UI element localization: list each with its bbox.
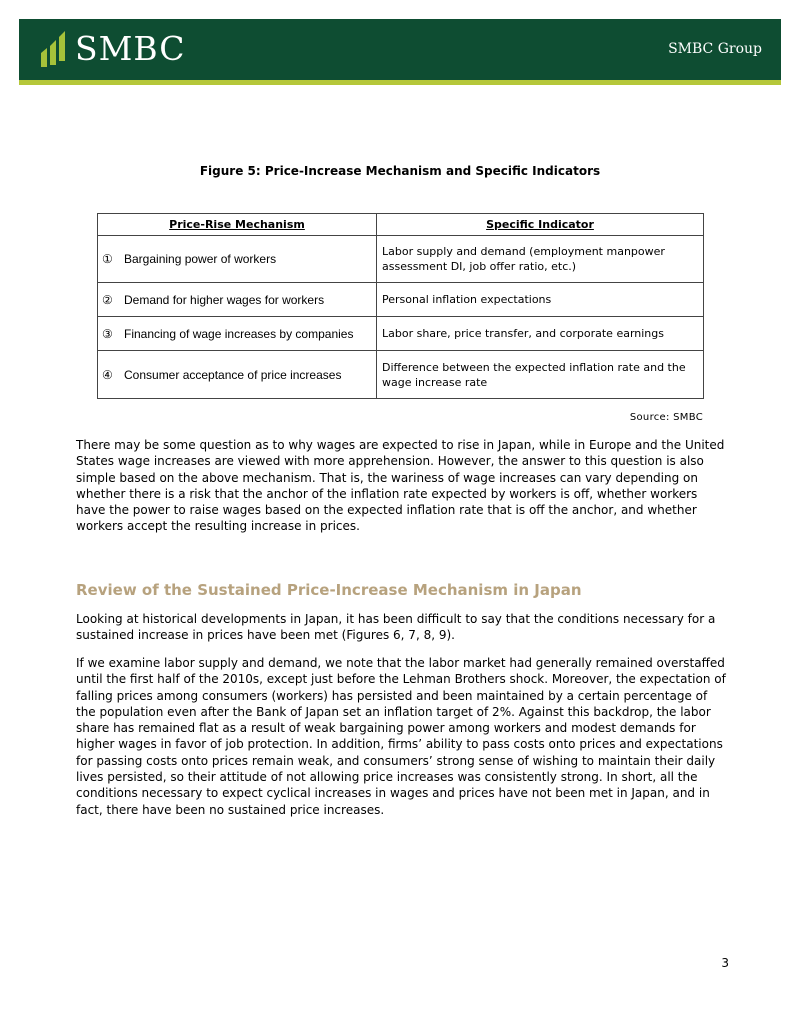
row-number: ④	[102, 367, 113, 382]
header-accent-stripe	[19, 80, 781, 85]
row-number: ③	[102, 326, 113, 341]
figure-source: Source: SMBC	[629, 412, 703, 423]
column-header-mechanism: Price-Rise Mechanism	[98, 214, 377, 236]
logo-text: SMBC	[75, 29, 186, 68]
table-row	[98, 283, 704, 317]
indicator-cell: Difference between the expected inflation rate and the wage increase rate	[377, 351, 704, 399]
figure-title: Figure 5: Price-Increase Mechanism and Specific Indicators	[199, 164, 601, 178]
table-header-row	[98, 214, 704, 236]
body-paragraph-2: Looking at historical developments in Japan, it has been difficult to say that the conditions necessary for a sustained increase in prices have been met (Figures 6, 7, 8, 9).	[76, 612, 716, 643]
row-number: ②	[102, 292, 113, 307]
mechanism-text: Demand for higher wages for workers	[124, 292, 325, 307]
mechanism-cell	[98, 236, 377, 283]
mechanism-cell	[98, 351, 377, 399]
indicator-cell: Labor share, price transfer, and corporate earnings	[377, 317, 704, 351]
mechanism-table	[97, 213, 704, 399]
mechanism-cell	[98, 317, 377, 351]
table-row	[98, 236, 704, 283]
column-header-indicator: Specific Indicator	[377, 214, 704, 236]
table-row	[98, 317, 704, 351]
body-paragraph-1: There may be some question as to why wages are expected to rise in Japan, while in Europe and the United States wage increases are viewed with more apprehension. However, the answer to this question is also simple based on the above mechanism. That is, the wariness of wage increases can vary depending on whether there is a risk that the anchor of the inflation rate expected by workers is off, whether workers have the power to raise wages based on the expected inflation rate that is off the anchor, and whether workers accept the resulting increase in prices.	[76, 438, 725, 534]
table-row	[98, 351, 704, 399]
page-header	[19, 19, 781, 80]
mechanism-cell	[98, 283, 377, 317]
row-number: ①	[102, 252, 113, 266]
group-name: SMBC Group	[668, 41, 762, 57]
smbc-stripes-icon	[39, 31, 69, 69]
mechanism-text: Bargaining power of workers	[124, 252, 277, 266]
indicator-cell: Labor supply and demand (employment manpower assessment DI, job offer ratio, etc.)	[377, 236, 704, 283]
mechanism-text: Consumer acceptance of price increases	[124, 367, 342, 382]
indicator-cell: Personal inflation expectations	[377, 283, 704, 317]
section-heading: Review of the Sustained Price-Increase Mechanism in Japan	[76, 581, 582, 599]
mechanism-text: Financing of wage increases by companies	[124, 326, 354, 341]
body-paragraph-3: If we examine labor supply and demand, we note that the labor market had generally remained overstaffed until the first half of the 2010s, except just before the Lehman Brothers shock. Moreover, the expectation of falling prices among consumers (workers) has persisted and been maintained by a certain percentage of the population even after the Bank of Japan set an inflation target of 2%. Against this backdrop, the labor share has remained flat as a result of weak bargaining power among workers and modest demands for higher wages in favor of job protection. In addition, firms’ ability to pass costs onto prices and expectations for passing costs onto prices remain weak, and consumers’ strong sense of wishing to maintain their daily lives persisted, so their attitude of not allowing price increases was consistently strong. In short, all the conditions necessary to expect cyclical increases in wages and prices have not been met in Japan, and in fact, there have been no sustained price increases.	[76, 656, 726, 817]
page-number: 3	[721, 956, 729, 970]
